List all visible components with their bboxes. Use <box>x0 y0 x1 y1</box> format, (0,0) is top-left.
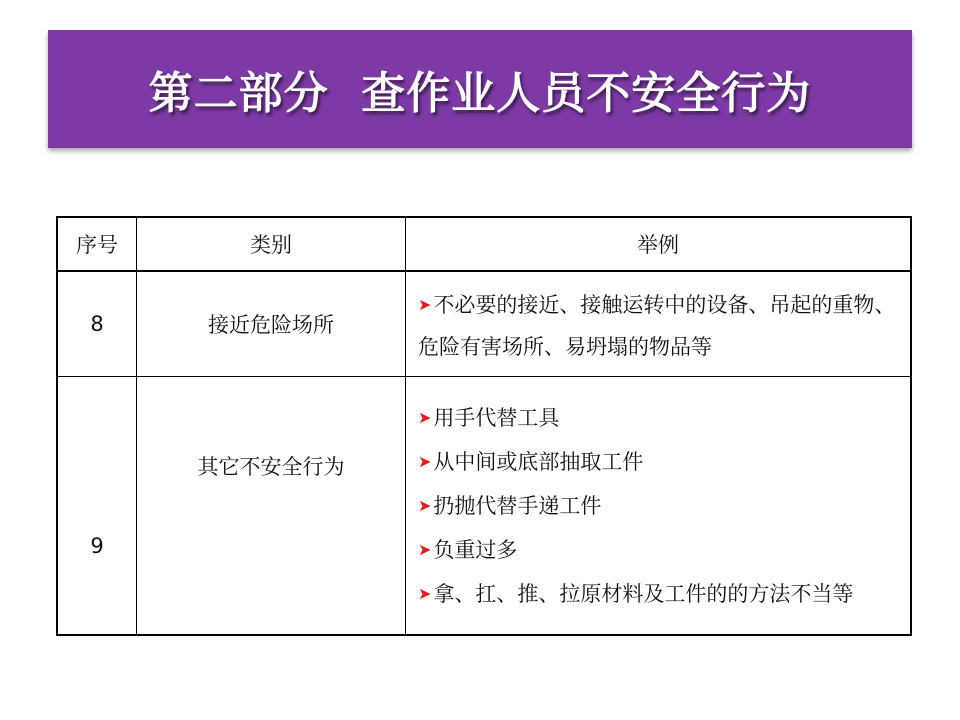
arrow-right-icon: ➤ <box>418 451 432 471</box>
table-row <box>57 377 911 636</box>
example-item <box>418 484 900 528</box>
header-category: 类别 <box>137 217 406 271</box>
example-text: 负重过多 <box>433 537 518 562</box>
header-number: 序号 <box>57 217 137 271</box>
arrow-right-icon: ➤ <box>418 295 432 314</box>
arrow-right-icon: ➤ <box>418 539 432 559</box>
row-examples <box>406 271 912 377</box>
row-category: 其它不安全行为 <box>137 377 406 636</box>
row-number: 8 <box>57 271 137 377</box>
example-text: 从中间或底部抽取工件 <box>433 449 644 474</box>
example-item <box>418 396 900 440</box>
example-text: 扔抛代替手递工件 <box>433 493 602 518</box>
row-examples <box>406 377 912 636</box>
example-item <box>418 572 900 616</box>
example-item <box>418 440 900 484</box>
example-text: 用手代替工具 <box>433 405 560 430</box>
behavior-table-container <box>56 216 912 636</box>
arrow-right-icon: ➤ <box>418 583 432 603</box>
example-text: 拿、扛、推、拉原材料及工件的的方法不当等 <box>433 581 854 606</box>
title-banner <box>48 30 912 148</box>
row-number: 9 <box>57 377 137 636</box>
arrow-right-icon: ➤ <box>418 407 432 427</box>
arrow-right-icon: ➤ <box>418 495 432 515</box>
behavior-table <box>56 216 912 636</box>
header-examples: 举例 <box>406 217 912 271</box>
row-category: 接近危险场所 <box>137 271 406 377</box>
example-item: 不必要的接近、接触运转中的设备、吊起的重物、危险有害场所、易坍塌的物品等 <box>418 293 896 359</box>
table-row <box>57 271 911 377</box>
table-header-row <box>57 217 911 271</box>
page-title: 第二部分 查作业人员不安全行为 <box>148 68 812 119</box>
example-item <box>418 528 900 572</box>
